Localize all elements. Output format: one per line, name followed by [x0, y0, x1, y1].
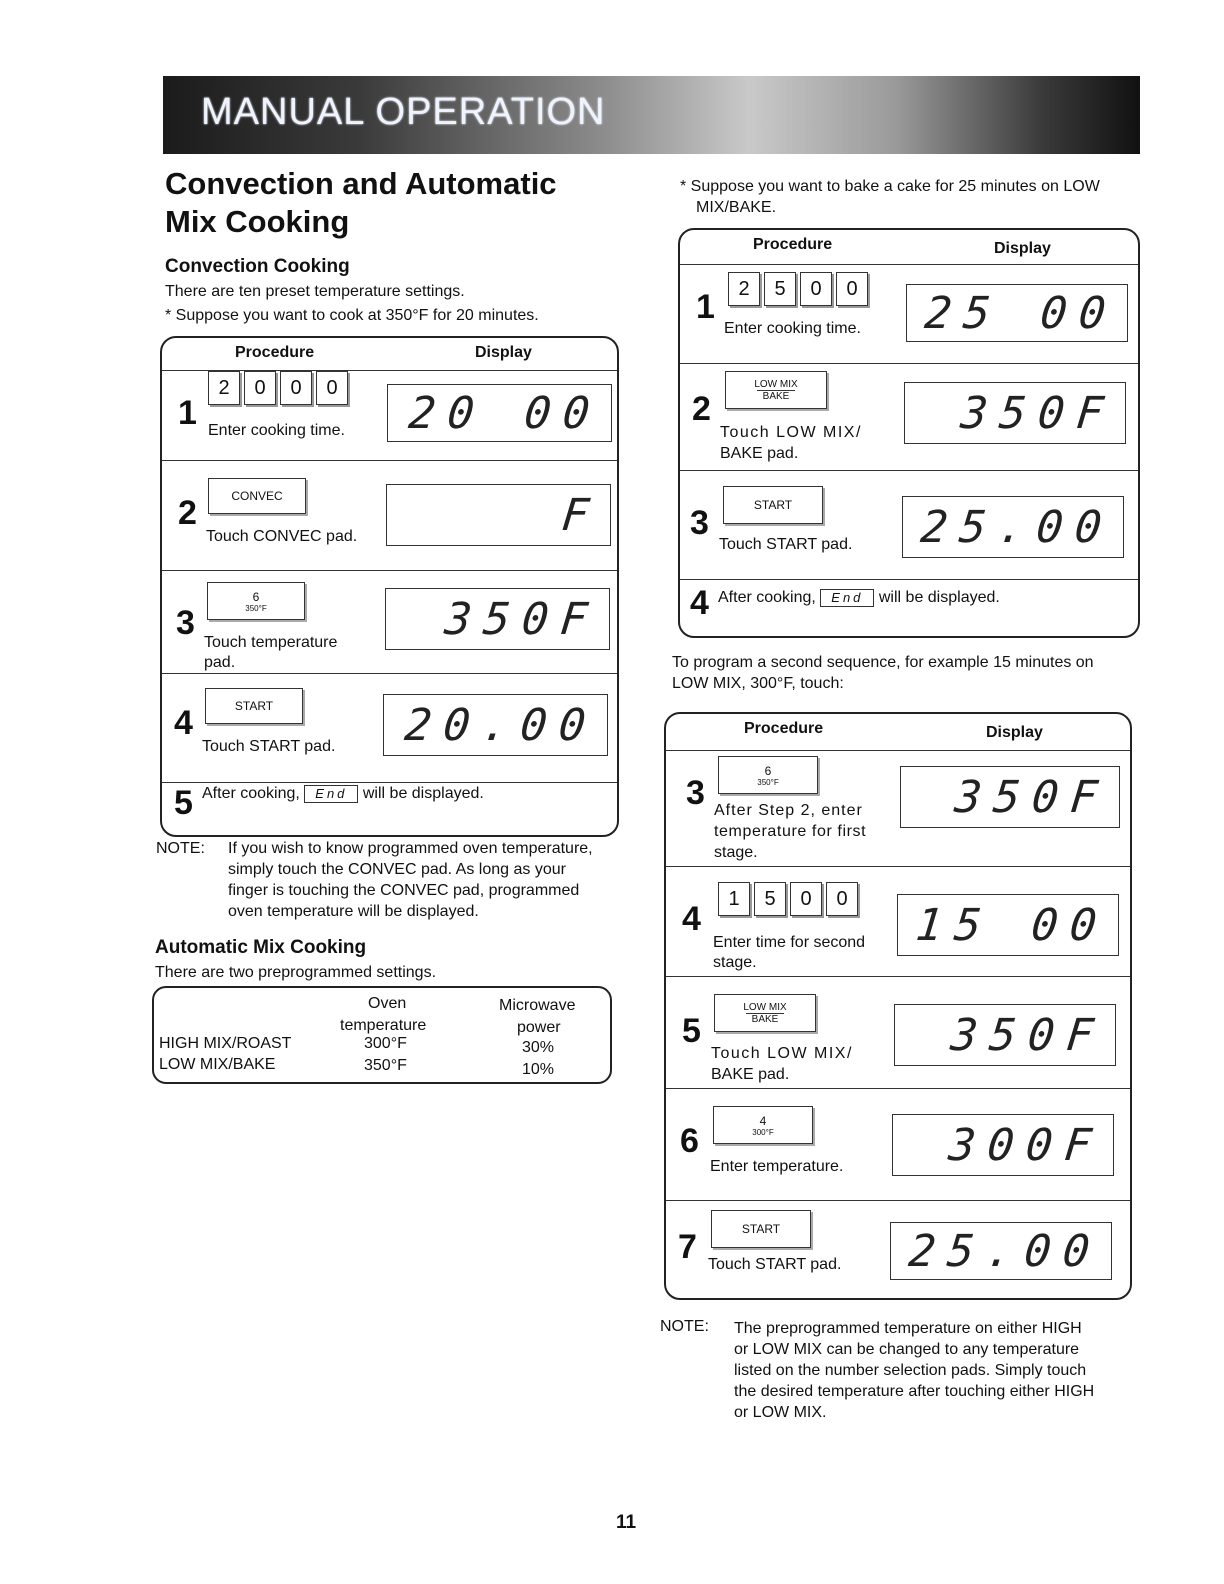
step-number: 2 [178, 494, 197, 532]
note-line: oven temperature will be displayed. [228, 903, 479, 920]
convec-pad [208, 478, 306, 514]
lcd-display [385, 588, 610, 650]
step-text: Enter temperature. [710, 1158, 844, 1175]
table-row-power: 30% [522, 1039, 555, 1056]
convection-procedure-box [160, 336, 619, 837]
second-sequence-intro [672, 652, 1142, 694]
procedure-column-header: Procedure [235, 344, 315, 361]
number-key: 5 [764, 272, 796, 306]
step-number: 3 [686, 774, 705, 812]
after-cooking-label: After cooking, [718, 589, 816, 606]
table-row-name: HIGH MIX/ROAST [159, 1035, 292, 1052]
will-be-displayed-label: will be displayed. [878, 589, 1000, 606]
step-number: 5 [174, 784, 193, 822]
note-line: listed on the number selection pads. Simply touch [734, 1362, 1087, 1379]
lcd-display [902, 496, 1124, 558]
convection-suppose: * Suppose you want to cook at 350°F for 20 minutes. [165, 307, 539, 324]
right-suppose [680, 176, 1150, 218]
lcd-readout: 15 00 [912, 899, 1111, 951]
lcd-display [890, 1222, 1112, 1280]
low-mix-procedure-box [678, 228, 1140, 638]
lcd-display [892, 1114, 1114, 1176]
display-column-header: Display [994, 240, 1051, 257]
lcd-display [386, 484, 611, 546]
pad-label-top: LOW MIX [754, 378, 798, 390]
step-text-line1: After Step 2, enter [714, 802, 863, 819]
pad-label: START [741, 1222, 781, 1236]
page-number: 11 [616, 1512, 637, 1533]
number-key: 2 [728, 272, 760, 306]
table-header-temperature: temperature [340, 1017, 427, 1034]
lcd-readout: 25.00 [917, 501, 1116, 553]
number-key: 0 [280, 371, 312, 405]
step-text-line2: pad. [204, 654, 236, 671]
lcd-readout: 20 00 [405, 387, 604, 439]
number-key: 1 [718, 882, 750, 916]
step-text: Enter cooking time. [724, 320, 861, 337]
table-header-power: power [517, 1019, 561, 1036]
suppose-line: * Suppose you want to bake a cake for 25 minutes on LOW [680, 178, 1100, 195]
step-text-line2: stage. [713, 954, 757, 971]
page-header-banner [163, 76, 1140, 154]
mix-settings-table [152, 986, 612, 1084]
pad-label-top: LOW MIX [743, 1001, 787, 1013]
step-text-line1: Touch LOW MIX/ [711, 1045, 853, 1062]
pad-number: 6 [252, 589, 260, 604]
note-line: or LOW MIX can be changed to any temperature [734, 1341, 1080, 1358]
after-cooking-label: After cooking, [202, 785, 300, 802]
number-keys [728, 272, 868, 306]
step-number: 3 [176, 604, 195, 642]
pad-label: CONVEC [231, 489, 283, 503]
temperature-pad [713, 1106, 813, 1144]
note-line: the desired temperature after touching either HIGH [734, 1383, 1095, 1400]
lcd-readout: 300F [946, 1119, 1106, 1171]
lcd-readout: 350F [442, 593, 602, 645]
convection-intro: There are ten preset temperature settings. [165, 283, 465, 300]
lcd-display [897, 894, 1119, 956]
step-text-line2: BAKE pad. [720, 445, 799, 462]
number-key: 2 [208, 371, 240, 405]
lcd-readout: 20.00 [401, 699, 600, 751]
step-text: Touch START pad. [202, 738, 336, 755]
step-number: 4 [174, 704, 193, 742]
lcd-readout: 350F [952, 771, 1112, 823]
number-key: 5 [754, 882, 786, 916]
start-pad [205, 688, 303, 724]
procedure-column-header: Procedure [744, 720, 824, 737]
pad-label: START [234, 699, 274, 713]
note-line: If you wish to know programmed oven temperature, [228, 840, 593, 857]
low-mix-bake-pad [714, 994, 816, 1032]
note-line: finger is touching the CONVEC pad, programmed [228, 882, 580, 899]
display-column-header: Display [475, 344, 532, 361]
convection-heading: Convection Cooking [165, 256, 350, 277]
section-title-line2: Mix Cooking [165, 204, 350, 239]
note-line: simply touch the CONVEC pad. As long as your [228, 861, 566, 878]
step-text: Touch START pad. [719, 536, 853, 553]
number-keys [208, 371, 348, 405]
number-keys [718, 882, 858, 916]
section-title-line1: Convection and Automatic [165, 166, 557, 201]
start-pad [711, 1210, 811, 1248]
note-body [228, 838, 618, 922]
step-text: Touch START pad. [708, 1256, 842, 1273]
note-body [734, 1318, 1134, 1423]
step-number: 4 [682, 900, 701, 938]
after-cooking-text [202, 783, 484, 804]
step-number: 3 [690, 504, 709, 542]
end-display: End [820, 589, 874, 607]
pad-temperature: 350°F [245, 603, 267, 613]
temperature-pad [207, 582, 305, 620]
step-number: 7 [678, 1228, 697, 1266]
step-number: 6 [680, 1122, 699, 1160]
number-key: 0 [800, 272, 832, 306]
step-text-line3: stage. [714, 844, 758, 861]
lcd-display [387, 384, 612, 442]
step-text: Touch CONVEC pad. [206, 528, 358, 545]
number-key: 0 [244, 371, 276, 405]
step-text-line2: BAKE pad. [711, 1066, 790, 1083]
automatic-mix-heading: Automatic Mix Cooking [155, 937, 367, 958]
note-line: The preprogrammed temperature on either HIGH [734, 1320, 1082, 1337]
lcd-readout: 25 00 [921, 287, 1120, 339]
end-display: End [304, 785, 358, 803]
step-text-line2: temperature for first [714, 823, 867, 840]
lcd-readout: 350F [958, 387, 1118, 439]
temperature-pad [718, 756, 818, 794]
note-label: NOTE: [156, 840, 205, 857]
table-row-oven: 350°F [364, 1057, 407, 1074]
pad-label: START [753, 498, 793, 512]
pad-label-bottom: BAKE [757, 390, 796, 402]
step-number: 2 [692, 390, 711, 428]
second-sequence-line: LOW MIX, 300°F, touch: [672, 675, 844, 692]
automatic-mix-intro: There are two preprogrammed settings. [155, 964, 437, 981]
number-key: 0 [826, 882, 858, 916]
step-number: 1 [178, 394, 197, 432]
lcd-readout: 350F [948, 1009, 1108, 1061]
table-header-oven: Oven [368, 995, 407, 1012]
step-text-line1: Touch temperature [204, 634, 338, 651]
lcd-display [906, 284, 1128, 342]
note-label: NOTE: [660, 1318, 709, 1335]
pad-number: 4 [759, 1113, 767, 1128]
lcd-display [904, 382, 1126, 444]
table-row-power: 10% [522, 1061, 555, 1078]
step-text: Enter cooking time. [208, 422, 345, 439]
lcd-readout: F [558, 489, 603, 541]
display-column-header: Display [986, 724, 1043, 741]
second-sequence-line: To program a second sequence, for example 15 minutes on [672, 654, 1094, 671]
start-pad [723, 486, 823, 524]
pad-label-bottom: BAKE [746, 1013, 785, 1025]
pad-number: 6 [764, 763, 772, 778]
table-header-microwave: Microwave [499, 997, 576, 1014]
lcd-readout: 25.00 [905, 1225, 1104, 1277]
second-sequence-procedure-box [664, 712, 1132, 1300]
page-header-title: MANUAL OPERATION [201, 91, 606, 133]
step-number: 4 [690, 584, 709, 622]
step-number: 5 [682, 1012, 701, 1050]
pad-temperature: 350°F [757, 777, 779, 787]
section-title [165, 165, 605, 241]
table-row-name: LOW MIX/BAKE [159, 1056, 276, 1073]
pad-temperature: 300°F [752, 1127, 774, 1137]
number-key: 0 [316, 371, 348, 405]
will-be-displayed-label: will be displayed. [362, 785, 484, 802]
lcd-display [894, 1004, 1116, 1066]
number-key: 0 [836, 272, 868, 306]
after-cooking-text [718, 587, 1000, 608]
note-line: or LOW MIX. [734, 1404, 827, 1421]
suppose-line: MIX/BAKE. [696, 199, 777, 216]
number-key: 0 [790, 882, 822, 916]
table-row-oven: 300°F [364, 1035, 407, 1052]
step-number: 1 [696, 288, 715, 326]
low-mix-bake-pad [725, 371, 827, 409]
lcd-display [900, 766, 1120, 828]
step-text-line1: Enter time for second [713, 934, 866, 951]
step-text-line1: Touch LOW MIX/ [720, 424, 862, 441]
lcd-display [383, 694, 608, 756]
procedure-column-header: Procedure [753, 236, 833, 253]
